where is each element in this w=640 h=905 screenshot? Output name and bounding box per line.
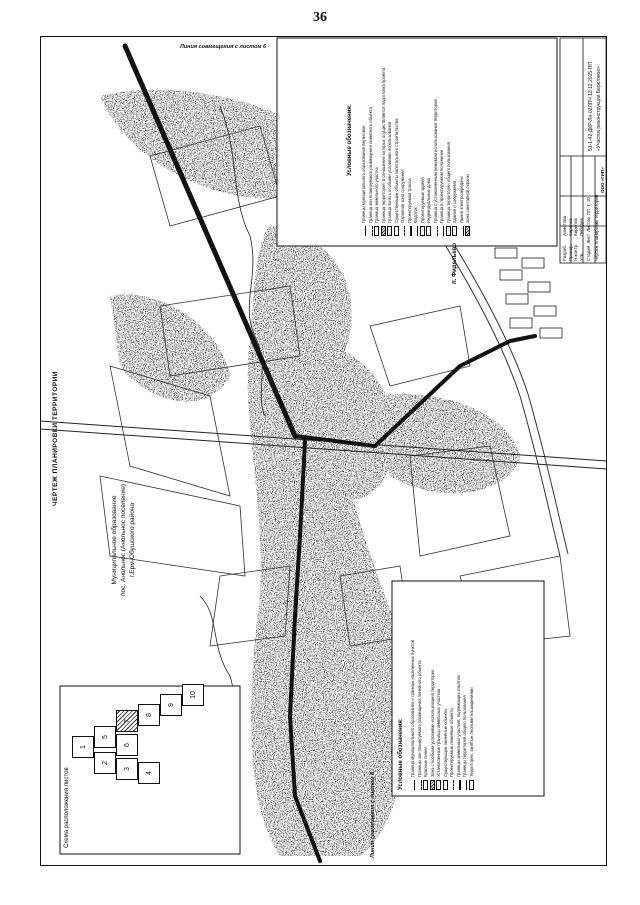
legend-bottom-label: Территории, занятые лесными насаждениями: [468, 687, 474, 777]
legend-top-label: Здания и сооружения: [452, 180, 457, 223]
legend-top-label: Граница земельного участка: [374, 167, 379, 223]
page-number: 36: [313, 10, 327, 25]
key-plan-content: [60, 686, 240, 854]
legend-top-label: Проектируемые здания: [419, 177, 425, 223]
legend-bottom: [392, 581, 544, 796]
title-block-cell: Утв.: [578, 252, 584, 261]
stage-value-stage: ПП: [586, 208, 591, 216]
legend-top-item: [394, 40, 399, 236]
key-plan-grid: [60, 686, 240, 854]
legend-top-list: [361, 40, 472, 236]
legend-bottom-label: Зона с особыми условиями использования территории: [429, 669, 435, 777]
legend-bottom-label: Границы земельных участков, подлежащих изъятию: [455, 674, 461, 777]
title-block-cell: Кирилов: [567, 218, 573, 236]
drawing-name: Чертеж планировки территории: [594, 194, 599, 261]
legend-bottom-label: Границы зон планируемого размещения линейного объекта: [416, 660, 422, 777]
legend-top-swatch: [381, 226, 386, 236]
legend-top-label: Границы муниципального образования Береговое: [361, 125, 366, 223]
legend-bottom-item: [456, 585, 461, 790]
stage-header-sheets: Листов: [586, 217, 591, 232]
legend-top-swatch: [374, 226, 379, 236]
legend-bottom-swatch: [456, 780, 461, 790]
key-plan-cell: 2: [94, 752, 116, 774]
municipality-label: [110, 484, 137, 596]
municipality-line-1: Муниципальное образование: [111, 495, 118, 585]
legend-bottom-item: [436, 585, 441, 790]
legend-top-item: [420, 40, 425, 236]
legend-bottom-swatch: [462, 780, 467, 790]
legend-bottom-item: [417, 585, 422, 790]
legend-top-item: [413, 40, 418, 236]
legend-bottom-item: [443, 585, 448, 790]
stage-header-stage: Стадия: [586, 245, 591, 261]
company-name: ООО «ГИП»: [600, 167, 605, 193]
stage-cells: [586, 153, 591, 261]
legend-top-swatch: [368, 226, 373, 236]
legend-top-label: Индивидуальные дома: [426, 178, 431, 223]
municipality-line-3: г.Ерм-Обушского района: [129, 502, 136, 578]
legend-top-item: [368, 40, 373, 236]
legend-bottom-label: Установленные границы земельных участков: [436, 688, 441, 777]
municipality-line-2: пос. Анольнос (Анольнос поселение): [120, 483, 127, 596]
legend-bottom-item: [469, 585, 474, 790]
legend-top-swatch: [446, 226, 451, 236]
sheet-code: 51-1-42-ДКР-Лн-02ЛПЧ 13.12.2015-ПП: [588, 62, 594, 151]
legend-top-swatch: [459, 226, 464, 236]
key-plan-cell: 3: [116, 758, 138, 780]
legend-bottom-label: Проектируемые линейные объекты: [449, 707, 454, 777]
key-plan-cell: 6: [116, 734, 138, 756]
legend-bottom-swatch: [410, 780, 415, 790]
legend-top-label: Охранная зона сооружений: [400, 169, 405, 223]
connection-label-bottom: Линия совмещения с листом 8: [370, 771, 376, 858]
legend-top-item: [381, 40, 386, 236]
legend-bottom-title: Условные обозначения:: [398, 718, 404, 790]
title-block-cell: Ахметова: [562, 215, 567, 236]
legend-bottom-swatch: [469, 780, 474, 790]
legend-bottom-label: Существующие линейные объекты: [442, 708, 448, 777]
legend-top: [277, 38, 557, 246]
title-block-cell: Провер.: [567, 244, 573, 261]
legend-top-swatch: [387, 226, 392, 236]
legend-top-item: [452, 40, 457, 236]
legend-top-label: Граница зон планируемого размещения линейного объекта: [367, 107, 373, 223]
legend-top-swatch: [361, 226, 366, 236]
key-plan-cell: 4: [138, 762, 160, 784]
key-plan-cell: 8: [138, 704, 160, 726]
legend-bottom-label: Красные линии: [423, 747, 428, 777]
legend-bottom-swatch: [423, 780, 428, 790]
title-block-cell: Разраб.: [562, 244, 567, 261]
legend-top-item: [465, 40, 470, 236]
title-block-cell: [579, 189, 585, 211]
legend-top-swatch: [394, 226, 399, 236]
legend-top-item: [387, 40, 392, 236]
legend-top-item: [446, 40, 451, 236]
stage-value-sheets: 10: [586, 197, 591, 203]
legend-top-label: Зона санитарной охраны: [465, 174, 470, 223]
key-plan-cell: 1: [72, 736, 94, 758]
legend-top-item: [439, 40, 444, 236]
legend-top-swatch: [465, 226, 470, 236]
legend-bottom-item: [410, 585, 415, 790]
legend-bottom-swatch: [436, 780, 441, 790]
legend-top-item: [374, 40, 379, 236]
title-block-cell: Н.контр.: [573, 243, 578, 261]
legend-top-item: [433, 40, 438, 236]
legend-top-item: [407, 40, 412, 236]
title-block-cell: Кирилов: [573, 218, 578, 236]
legend-top-title: Условные обозначения:: [347, 104, 353, 176]
legend-top-label: Граница территории общего пользования: [445, 142, 451, 223]
key-plan-cell: 10: [182, 684, 204, 706]
legend-bottom-label: Граница муниципального образования и границы населенных пунктов: [410, 639, 415, 777]
village-label: п. Фидельево: [452, 242, 458, 284]
legend-top-swatch: [400, 226, 405, 236]
legend-top-label: Водоток: [413, 207, 418, 223]
legend-top-swatch: [420, 226, 425, 236]
legend-top-swatch: [426, 226, 431, 236]
legend-bottom-label: Границы территорий общего пользования: [462, 695, 467, 777]
connection-label-top: Линия совмещения с листом 6: [180, 44, 267, 50]
legend-bottom-item: [430, 585, 435, 790]
legend-top-label: Линия электропередачи: [458, 176, 464, 223]
legend-bottom-item: [462, 585, 467, 790]
legend-top-label: Существующие объекты капитального строительства: [393, 118, 399, 223]
legend-top-item: [361, 40, 366, 236]
legend-top-label: Граница территорий, в отношении которых осуществляется подготовка проекта: [380, 67, 386, 223]
title-block: [560, 38, 606, 263]
legend-bottom-item: [423, 585, 428, 790]
legend-top-label: Граница зоны с особыми условиями использования: [387, 121, 392, 223]
key-plan-cell: 5: [94, 726, 116, 748]
legend-bottom-swatch: [430, 780, 435, 790]
legend-bottom-swatch: [417, 780, 422, 790]
sheet-subtitle: «Участок реконструкции Береговое»: [596, 66, 602, 151]
legend-top-item: [426, 40, 431, 236]
legend-top-item: [400, 40, 405, 236]
key-plan-cell: 7: [116, 710, 138, 732]
map-sheet: [40, 36, 607, 866]
legend-top-label: Граница с установленным режимом использования территорий: [432, 99, 438, 223]
stage-header-sheet: Лист: [586, 233, 591, 244]
title-block-cell: Лебедев: [578, 218, 584, 236]
legend-bottom-item: [449, 585, 454, 790]
legend-bottom-list: [410, 585, 475, 790]
stage-value-sheet: 7: [586, 204, 591, 207]
legend-bottom-swatch: [443, 780, 448, 790]
legend-top-swatch: [439, 226, 444, 236]
map-title: ЧЕРТЕЖ ПЛАНИРОВКИ ТЕРРИТОРИИ: [52, 370, 59, 506]
key-plan-title: Схема расположения листов: [64, 767, 70, 848]
title-block-cell: [579, 164, 585, 186]
legend-top-swatch: [433, 226, 438, 236]
legend-top-label: Граница в проектируемом положении: [439, 149, 444, 223]
title-block-rows: [562, 153, 584, 261]
legend-bottom-swatch: [449, 780, 454, 790]
key-plan-cell: 9: [160, 694, 182, 716]
legend-top-swatch: [452, 226, 457, 236]
legend-top-swatch: [413, 226, 418, 236]
legend-top-label: Проектируемая трасса: [406, 178, 412, 223]
legend-top-item: [459, 40, 464, 236]
title-block-row: [579, 153, 585, 261]
legend-top-swatch: [407, 226, 412, 236]
